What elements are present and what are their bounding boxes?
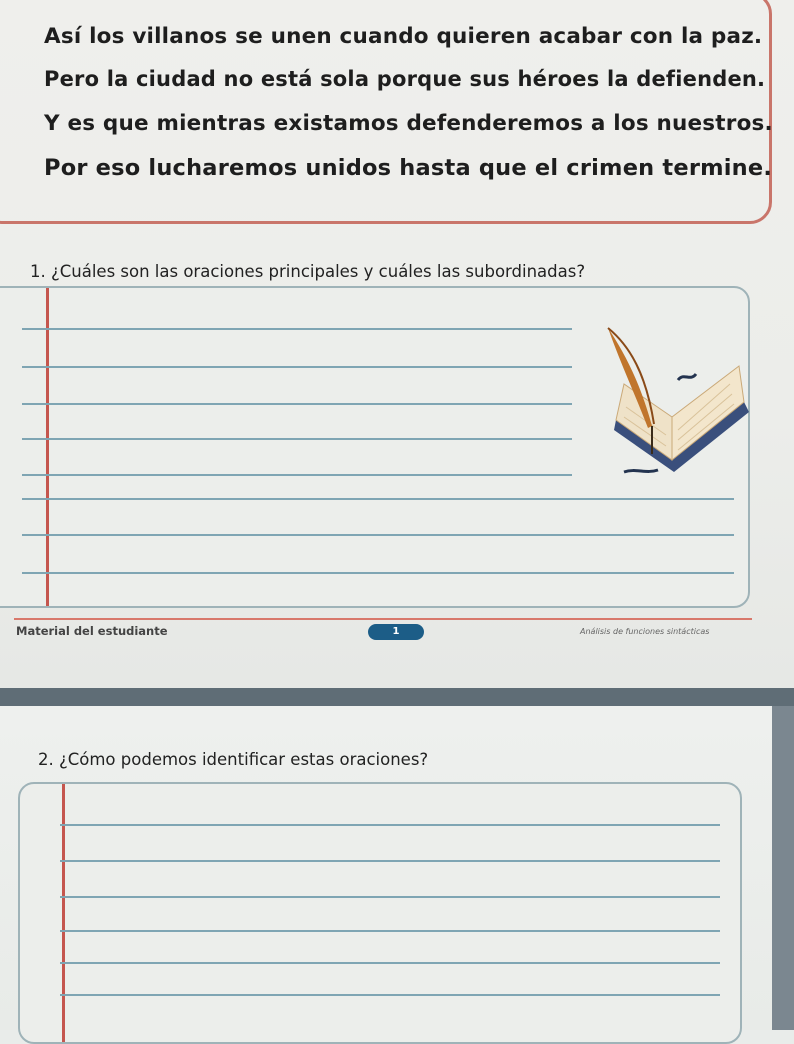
footer-course-label: Material del estudiante — [16, 624, 168, 638]
margin-line — [62, 784, 65, 1042]
page-number-badge: 1 — [368, 624, 424, 640]
answer-area-2[interactable] — [18, 782, 742, 1044]
answer-line — [22, 572, 734, 574]
poem-line-1: Así los villanos se unen cuando quieren acabar con la paz. — [44, 24, 763, 49]
answer-line — [60, 824, 720, 826]
page-gap — [0, 688, 794, 706]
answer-line — [22, 474, 572, 476]
answer-line — [22, 438, 572, 440]
page-edge — [772, 706, 794, 1030]
question-2: 2. ¿Cómo podemos identificar estas oraciones? — [38, 750, 429, 769]
answer-line — [60, 860, 720, 862]
answer-line — [22, 366, 572, 368]
answer-line — [22, 498, 734, 500]
poem-line-4: Por eso lucharemos unidos hasta que el crimen termine. — [44, 155, 773, 181]
answer-line — [60, 930, 720, 932]
answer-line — [60, 896, 720, 898]
quill-and-book-icon — [594, 322, 754, 497]
footer-topic-label: Análisis de funciones sintácticas — [580, 627, 710, 636]
answer-line — [22, 328, 572, 330]
question-1: 1. ¿Cuáles son las oraciones principales y cuáles las subordinadas? — [30, 262, 586, 281]
poem-line-2: Pero la ciudad no está sola porque sus héroes la defienden. — [44, 67, 766, 91]
answer-line — [60, 962, 720, 964]
worksheet-page-2 — [0, 706, 772, 1030]
footer-divider — [14, 618, 752, 620]
answer-line — [22, 403, 572, 405]
poem-line-3: Y es que mientras existamos defenderemos a los nuestros. — [44, 111, 773, 136]
margin-line — [46, 288, 49, 606]
answer-line — [60, 994, 720, 996]
answer-line — [22, 534, 734, 536]
